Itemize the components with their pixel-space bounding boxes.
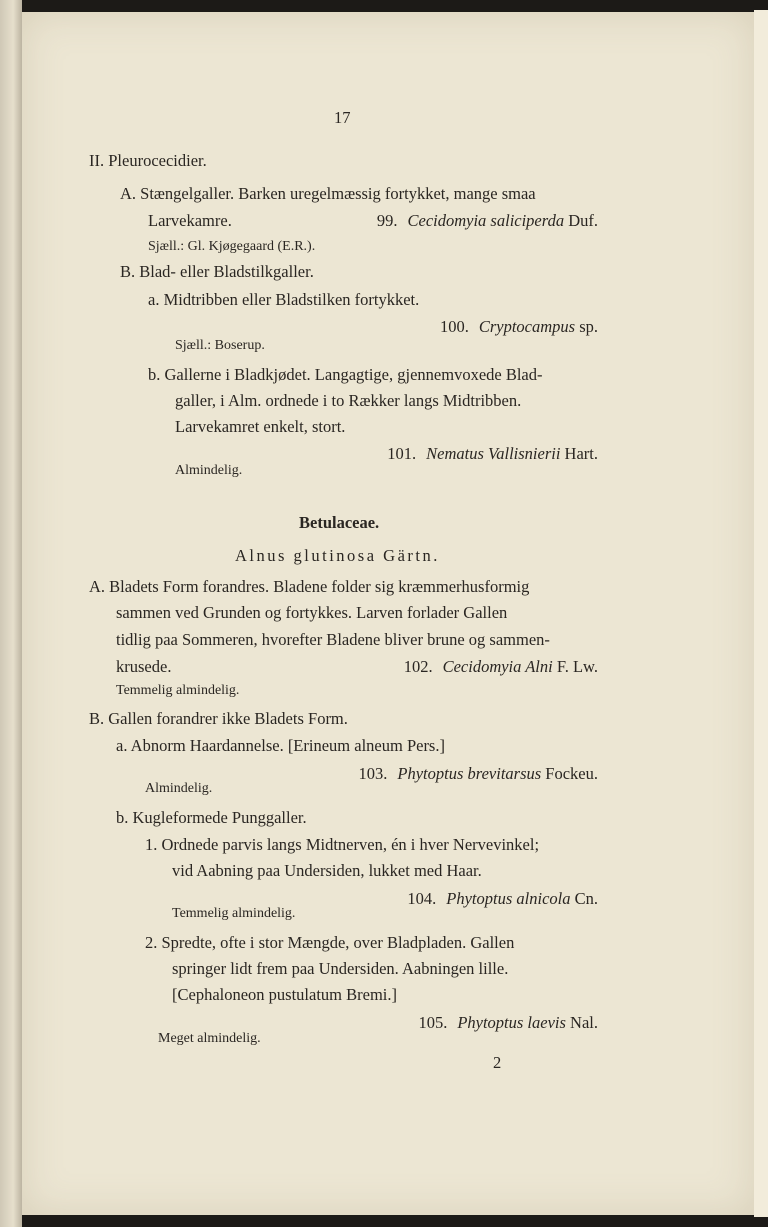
right-page-edge bbox=[754, 10, 768, 1217]
alnus-a-line-4: krusede. bbox=[116, 657, 172, 676]
plant-heading: Alnus glutinosa Gärtn. bbox=[235, 546, 440, 565]
section-heading-pleurocecidier: II. Pleurocecidier. bbox=[89, 151, 207, 170]
species-entry-99: 99. Cecidomyia saliciperda Duf. bbox=[376, 211, 598, 230]
alnus-b-b-text: b. Kugleformede Punggaller. bbox=[116, 808, 307, 827]
locality-104: Temmelig almindelig. bbox=[172, 906, 296, 921]
species-entry-105: 105. Phytoptus laevis Nal. bbox=[418, 1013, 598, 1032]
page-number: 17 bbox=[334, 108, 351, 127]
species-entry-101: 101. Nematus Vallisnierii Hart. bbox=[387, 444, 598, 463]
alnus-b-b-2-line-3: [Cephaloneon pustulatum Bremi.] bbox=[172, 985, 397, 1004]
species-entry-100: 100. Cryptocampus sp. bbox=[439, 317, 598, 336]
subsection-b-b-line-2: galler, i Alm. ordnede i to Rækker langs Midtribben. bbox=[175, 391, 522, 410]
species-entry-102: 102. Cecidomyia Alni F. Lw. bbox=[403, 657, 598, 676]
alnus-a-line-1: A. Bladets Form forandres. Bladene folder sig kræmmerhusformig bbox=[89, 577, 530, 596]
alnus-a-line-3: tidlig paa Sommeren, hvorefter Bladene bliver brune og sammen- bbox=[116, 630, 550, 649]
alnus-a-line-2: sammen ved Grunden og fortykkes. Larven forlader Gallen bbox=[116, 603, 508, 622]
entry-a-line-1: A. Stængelgaller. Barken uregelmæssig fortykket, mange smaa bbox=[120, 184, 536, 203]
species-entry-103: 103. Phytoptus brevitarsus Fockeu. bbox=[358, 764, 598, 783]
alnus-b-b-2-line-1: 2. Spredte, ofte i stor Mængde, over Bladpladen. Gallen bbox=[145, 933, 515, 952]
alnus-b-b-2-line-2: springer lidt frem paa Undersiden. Aabningen lille. bbox=[172, 959, 509, 978]
locality-99: Sjæll.: Gl. Kjøgegaard (E.R.). bbox=[148, 239, 316, 254]
alnus-b-b-1-line-2: vid Aabning paa Undersiden, lukket med Haar. bbox=[172, 861, 482, 880]
locality-101: Almindelig. bbox=[175, 463, 243, 478]
species-entry-104: 104. Phytoptus alnicola Cn. bbox=[407, 889, 598, 908]
alnus-b-b-1-line-1: 1. Ordnede parvis langs Midtnerven, én i hver Nervevinkel; bbox=[145, 835, 540, 854]
locality-105: Meget almindelig. bbox=[158, 1031, 261, 1046]
signature-mark: 2 bbox=[493, 1053, 502, 1072]
locality-103: Almindelig. bbox=[145, 781, 213, 796]
alnus-b-a-text: a. Abnorm Haardannelse. [Erineum alneum Pers.] bbox=[116, 736, 445, 755]
subsection-b-heading: B. Blad- eller Bladstilkgaller. bbox=[120, 262, 314, 281]
subsection-b-a-text: a. Midtribben eller Bladstilken fortykket. bbox=[148, 290, 420, 309]
entry-a-line-2: Larvekamre. bbox=[148, 211, 232, 230]
alnus-b-heading: B. Gallen forandrer ikke Bladets Form. bbox=[89, 709, 348, 728]
locality-102: Temmelig almindelig. bbox=[116, 683, 240, 698]
subsection-b-b-line-1: b. Gallerne i Bladkjødet. Langagtige, gjennemvoxede Blad- bbox=[148, 365, 543, 384]
left-page-edge bbox=[0, 0, 22, 1227]
family-heading: Betulaceae. bbox=[299, 513, 380, 532]
subsection-b-b-line-3: Larvekamret enkelt, stort. bbox=[175, 417, 346, 436]
locality-100: Sjæll.: Boserup. bbox=[175, 338, 265, 353]
